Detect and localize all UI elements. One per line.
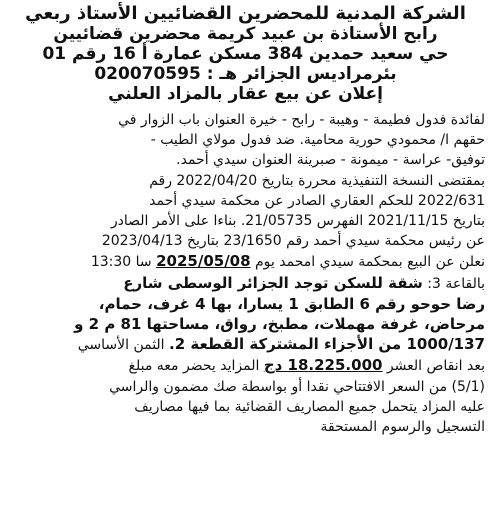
header-line-address: حي سعيد حمدين 384 مسكن عمارة أ 16 رقم 01 [42,44,449,64]
body-line: توفيق- عراسة - ميمونة - صبرينة العنوان سيدي أحمد. [176,152,485,169]
common-parts: 1000/137 من الأجزاء المشتركة القطعة 2. [169,335,485,354]
body-line: لفائدة فدول فطيمة - وهيبة - رابح - خيرة العنوان باب الزوار في [118,112,485,128]
body-line: 2022/631 للحكم العقاري الصادر عن محكمة سيدي أحمد [149,192,485,209]
header-line-firm: الشركة المدنية للمحضرين القضائيين الأستاذ ربعي [25,3,466,24]
header-line-names: رابح الأستاذة بن عبيد كريمة محضرين قضائيين [53,24,438,44]
property-line: مرحاض، غرفة مهملات، مطبخ، رواق، مساحتها 81 م 2 و [74,315,485,334]
body-line: بمقتضى النسخة التنفيذية محررة بتاريخ 2022/04/20 رقم [149,172,485,189]
price-suffix: المزايد يحضر معه مبلغ [128,358,260,375]
base-price-label: الثمن الأساسي [77,337,165,354]
property-line [6,334,485,355]
sale-date-line [6,251,485,272]
price-prefix: بعد انقاص العشر [386,358,485,375]
body-line: عن رئيس محكمة سيدي أحمد رقم 23/1650 بتاريخ 2023/04/13 [101,233,485,250]
price-line [6,355,485,376]
body-line: التسجيل والرسوم المستحقة [320,419,485,436]
body-line: بتاريخ 2021/11/15 الفهرس 21/05735. بناءا على الأمر الصادر [110,213,485,230]
sale-date-prefix: نعلن عن البيع بمحكمة سيدي امحمد يوم [255,254,485,271]
sale-date: 2025/05/08 [156,252,251,271]
body-line: حقهم ا/ محمودي حورية محامية. ضد فدول مولاي الطيب - [150,132,485,149]
body-line: عليه المزاد يتحمل جميع المصاريف القضائية بما فيها مصاريف [134,398,485,415]
header-line-phone: بئرمراديس الجزائر هـ : 020070595 [94,64,397,84]
base-price: 18.225.000 دج [263,356,383,375]
property-line [6,273,485,294]
room-number: بالقاعة 3: [427,275,485,292]
property-description: شقة للسكن توجد الجزائر الوسطى شارع [123,273,423,292]
notice-title: إعلان عن بيع عقار بالمزاد العلني [108,84,383,104]
sale-time: سا 13:30 [90,254,152,271]
body-line: (5/1) من السعر الافتتاحي نقدا أو بواسطة صك مضمون والراسي [109,378,485,395]
property-line: رضا حوحو رقم 6 الطابق 1 يسارا، بها 4 غرف، حمام، [98,294,485,313]
